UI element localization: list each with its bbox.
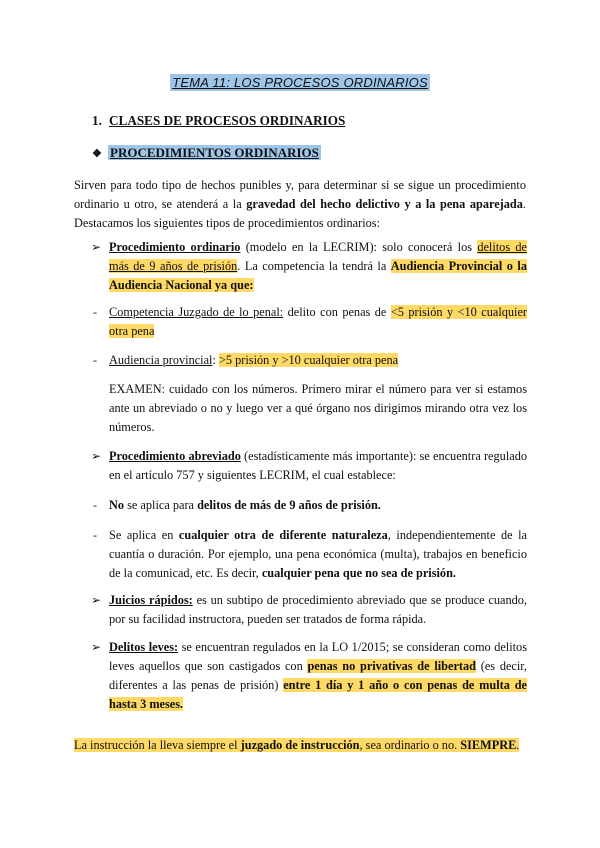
si-aplica-text: Se aplica en <box>109 528 179 542</box>
subsection-heading <box>92 145 321 161</box>
intro-paragraph <box>74 176 526 233</box>
provincial-label: Audiencia provincial <box>109 353 213 367</box>
penal-paragraph <box>109 303 527 341</box>
diamond-bullet-icon: ❖ <box>92 148 102 160</box>
dash-bullet: - <box>93 498 97 512</box>
penal-label: Competencia Juzgado de lo penal: <box>109 305 284 319</box>
arrow-bullet-icon: ➢ <box>91 593 102 607</box>
abreviado-paragraph <box>109 447 527 485</box>
provincial-text: : <box>212 353 219 367</box>
intro-bold: gravedad del hecho delictivo y a la pena aparejada <box>246 197 523 211</box>
ordinario-label: Procedimiento ordinario <box>109 240 241 254</box>
page-title: TEMA 11: LOS PROCESOS ORDINARIOS <box>172 75 428 90</box>
final-paragraph <box>74 736 534 755</box>
si-aplica-bold-2: cualquier pena que no sea de prisión. <box>261 566 456 580</box>
abreviado-text: (estadísticamente más importante): se encuentra regulado en el artículo 757 y siguientes LECRIM, el cual establece: <box>109 449 527 482</box>
arrow-bullet-icon: ➢ <box>91 449 102 463</box>
ordinario-highlight-1: delitos de más de 9 años de prisión <box>109 240 527 273</box>
no-aplica-bold: No <box>109 498 125 512</box>
provincial-highlight: >5 prisión y >10 cualquier otra pena <box>218 353 399 367</box>
si-aplica-bold: cualquier otra de diferente naturaleza <box>178 528 388 542</box>
no-aplica-bold-2: delitos de más de 9 años de prisión. <box>197 498 381 512</box>
ordinario-text-2: . La competencia la tendrá la <box>237 259 391 273</box>
arrow-bullet-icon: ➢ <box>91 240 102 254</box>
final-text-3: . <box>516 738 520 752</box>
section-heading <box>92 113 345 129</box>
abreviado-label: Procedimiento abreviado <box>109 449 241 463</box>
penal-highlight: <5 prisión y <10 cualquier otra pena <box>109 305 527 338</box>
dash-bullet: - <box>93 305 97 319</box>
leves-text-2: (es decir, diferentes a las penas de prisión) <box>109 659 527 692</box>
leves-label: Delitos leves: <box>109 640 179 654</box>
provincial-paragraph <box>109 351 527 370</box>
si-aplica-text-2: , independientemente de la cuantía o duración. Por ejemplo, una pena económica (multa), trabajos en beneficio de la comunicad, etc. Es decir, <box>109 528 528 580</box>
subsection-title: PROCEDIMIENTOS ORDINARIOS <box>110 145 319 160</box>
final-bold-2: SIEMPRE <box>460 738 517 752</box>
final-bold: juzgado de instrucción <box>240 738 360 752</box>
no-aplica-text: se aplica para <box>124 498 198 512</box>
final-text-2: , sea ordinario o no. <box>359 738 461 752</box>
leves-highlight-2: entre 1 día y 1 año o con penas de multa de hasta 3 meses. <box>109 678 528 711</box>
dash-bullet: - <box>93 528 97 542</box>
arrow-bullet-icon: ➢ <box>91 640 102 654</box>
penal-text: delito con penas de <box>283 305 391 319</box>
ordinario-highlight-2: Audiencia Provincial o la Audiencia Nacional ya que: <box>109 259 527 292</box>
rapidos-paragraph <box>109 591 527 629</box>
rapidos-text: es un subtipo de procedimiento abreviado que se produce cuando, por su facilidad instructora, pueden ser tratados de forma rápida. <box>109 593 527 626</box>
rapidos-label: Juicios rápidos: <box>109 593 193 607</box>
ordinario-text: (modelo en la LECRIM): solo conocerá los <box>240 240 478 254</box>
page-title-wrap <box>0 74 600 92</box>
no-aplica-paragraph <box>109 496 527 515</box>
section-title: CLASES DE PROCESOS ORDINARIOS <box>109 113 346 128</box>
si-aplica-paragraph <box>109 526 527 583</box>
leves-text: se encuentran regulados en la LO 1/2015; se consideran como delitos leves aquellos que son castigados con <box>109 640 527 673</box>
dash-bullet: - <box>93 353 97 367</box>
final-text: La instrucción la lleva siempre el <box>74 738 241 752</box>
section-number: 1. <box>92 113 102 128</box>
intro-text-end: . Destacamos los siguientes tipos de procedimientos ordinarios: <box>74 197 526 230</box>
examen-note: EXAMEN: cuidado con los números. Primero mirar el número para ver si estamos ante un abreviado o no y luego ver a qué órgano nos dirigimos mirando otra vez los números. <box>109 382 527 434</box>
leves-paragraph <box>109 638 527 714</box>
intro-text: Sirven para todo tipo de hechos punibles y, para determinar si se sigue un procedimiento ordinario u otro, se atenderá a la <box>74 178 526 211</box>
ordinario-paragraph <box>109 238 527 295</box>
leves-highlight-1: penas no privativas de libertad <box>307 659 477 673</box>
